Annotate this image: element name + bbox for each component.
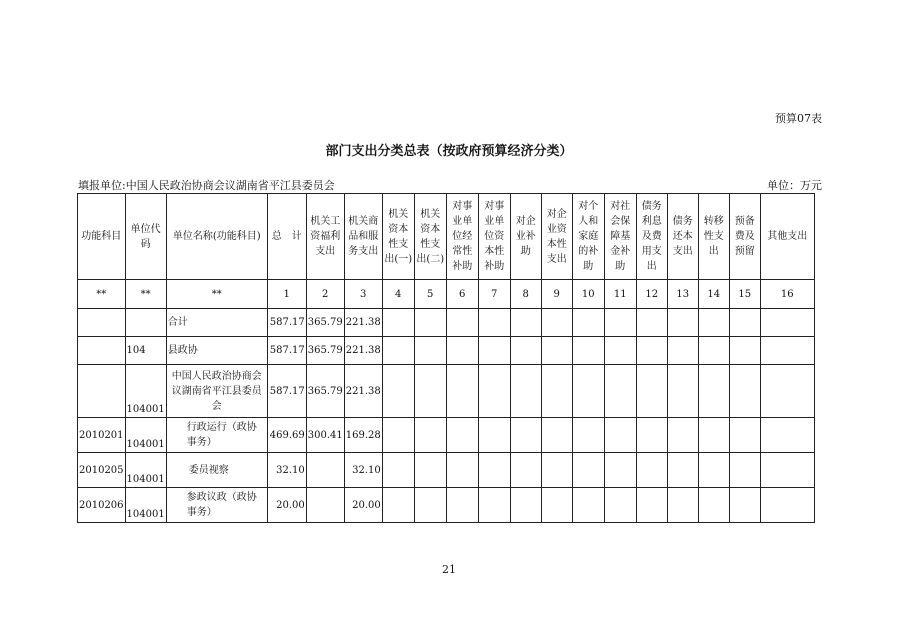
- table-row-total: [78, 309, 815, 337]
- func-code-cell: 2010205: [78, 453, 126, 488]
- index-cell: 2: [306, 280, 344, 309]
- header-cell: 对事业单位资本性补助: [478, 194, 510, 280]
- index-cell: 9: [541, 280, 572, 309]
- wage-cell: 365.79: [306, 365, 344, 418]
- index-cell: 7: [478, 280, 510, 309]
- header-cell: 债务利息及费用支出: [636, 194, 667, 280]
- total-cell: 32.10: [267, 453, 306, 488]
- index-cell: **: [125, 280, 166, 309]
- wage-cell: 365.79: [306, 309, 344, 337]
- form-number: 预算07表: [775, 112, 822, 125]
- header-cell: 机关资本性支出(一): [382, 194, 414, 280]
- unit-code-cell: 104001: [125, 365, 166, 418]
- index-cell: **: [166, 280, 267, 309]
- reporting-unit: 填报单位:中国人民政治协商会议湖南省平江县委员会: [78, 179, 335, 192]
- unit-code-cell: 104001: [125, 488, 166, 523]
- column-index-row: [78, 280, 815, 309]
- header-cell: 对事业单位经常性补助: [446, 194, 478, 280]
- header-cell: 单位名称(功能科目): [166, 194, 267, 280]
- total-cell: 587.17: [267, 337, 306, 365]
- wage-cell: [306, 453, 344, 488]
- header-cell: 对企业补助: [510, 194, 541, 280]
- wage-cell: 300.41: [306, 418, 344, 453]
- index-cell: 12: [636, 280, 667, 309]
- header-cell: 机关工资福利支出: [306, 194, 344, 280]
- index-cell: 14: [698, 280, 729, 309]
- unit-code-cell: 104: [125, 337, 166, 365]
- header-cell: 其他支出: [760, 194, 814, 280]
- unit-name-cell: 委员视察: [166, 453, 267, 488]
- total-cell: 587.17: [267, 309, 306, 337]
- index-cell: 3: [344, 280, 382, 309]
- table-row: [78, 418, 815, 453]
- header-cell: 对个人和家庭的补助: [572, 194, 604, 280]
- header-cell: 对企业资本性支出: [541, 194, 572, 280]
- currency-unit: 单位：万元: [767, 179, 822, 192]
- index-cell: 13: [667, 280, 698, 309]
- index-cell: 1: [267, 280, 306, 309]
- func-code-cell: [78, 337, 126, 365]
- index-cell: 11: [604, 280, 636, 309]
- page-number: 21: [442, 563, 456, 576]
- func-code-cell: 2010206: [78, 488, 126, 523]
- index-cell: 8: [510, 280, 541, 309]
- goods-services-cell: 169.28: [344, 418, 382, 453]
- total-cell: 587.17: [267, 365, 306, 418]
- table-row: [78, 488, 815, 523]
- unit-code-cell: [125, 309, 166, 337]
- page-title: 部门支出分类总表（按政府预算经济分类）: [325, 144, 573, 159]
- goods-services-cell: 20.00: [344, 488, 382, 523]
- func-code-cell: [78, 365, 126, 418]
- table-row-department: [78, 337, 815, 365]
- unit-code-cell: 104001: [125, 453, 166, 488]
- header-cell: 单位代码: [125, 194, 166, 280]
- index-cell: 5: [414, 280, 446, 309]
- unit-name-cell: 合计: [166, 309, 267, 337]
- goods-services-cell: 221.38: [344, 365, 382, 418]
- unit-name-cell: 参政议政（政协事务）: [166, 488, 267, 523]
- header-cell: 转移性支出: [698, 194, 729, 280]
- total-cell: 469.69: [267, 418, 306, 453]
- unit-code-cell: 104001: [125, 418, 166, 453]
- header-row: [78, 194, 815, 280]
- header-cell: 功能科目: [78, 194, 126, 280]
- expenditure-table: [77, 193, 815, 523]
- table-row: [78, 453, 815, 488]
- func-code-cell: [78, 309, 126, 337]
- wage-cell: 365.79: [306, 337, 344, 365]
- header-cell: 总 计: [267, 194, 306, 280]
- goods-services-cell: 221.38: [344, 309, 382, 337]
- header-cell: 预备费及预留: [729, 194, 760, 280]
- index-cell: **: [78, 280, 126, 309]
- header-cell: 债务还本支出: [667, 194, 698, 280]
- wage-cell: [306, 488, 344, 523]
- header-cell: 机关资本性支出(二): [414, 194, 446, 280]
- func-code-cell: 2010201: [78, 418, 126, 453]
- index-cell: 10: [572, 280, 604, 309]
- index-cell: 6: [446, 280, 478, 309]
- total-cell: 20.00: [267, 488, 306, 523]
- table-row-unit: [78, 365, 815, 418]
- unit-name-cell: 中国人民政治协商会议湖南省平江县委员会: [166, 365, 267, 418]
- index-cell: 4: [382, 280, 414, 309]
- header-cell: 机关商品和服务支出: [344, 194, 382, 280]
- goods-services-cell: 32.10: [344, 453, 382, 488]
- index-cell: 16: [760, 280, 814, 309]
- goods-services-cell: 221.38: [344, 337, 382, 365]
- header-cell: 对社会保障基金补助: [604, 194, 636, 280]
- unit-name-cell: 县政协: [166, 337, 267, 365]
- index-cell: 15: [729, 280, 760, 309]
- unit-name-cell: 行政运行（政协事务）: [166, 418, 267, 453]
